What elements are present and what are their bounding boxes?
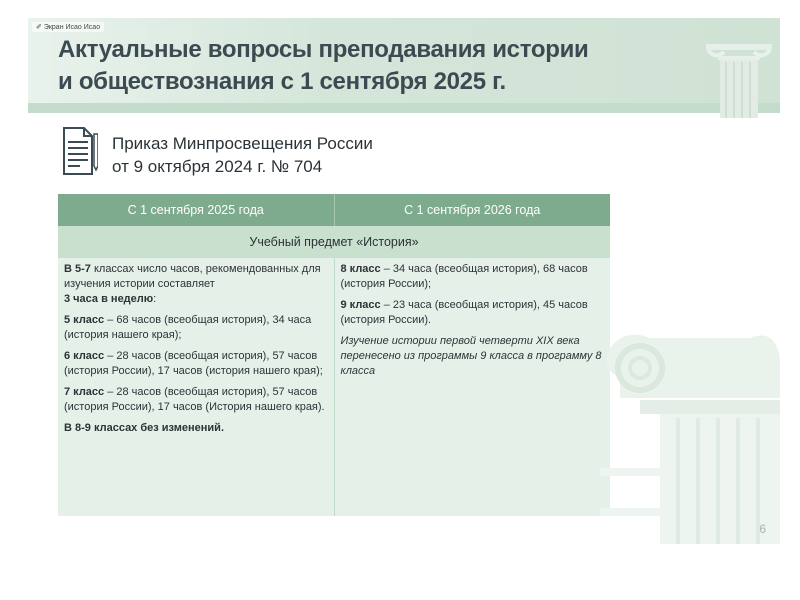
screen-share-text: Экран Исао Исао	[43, 24, 101, 31]
header-2025: С 1 сентября 2025 года	[127, 203, 264, 217]
para-grade-6	[64, 349, 328, 379]
para-grade-8	[341, 262, 605, 292]
bold-text: 3 часа в неделю	[64, 293, 154, 305]
slide-title	[58, 34, 658, 98]
para-text: классах число часов, рекомендованных для изучения истории составляет	[64, 263, 321, 290]
bold-text: 8 класс	[340, 263, 381, 275]
slide-title-line-1: Актуальные вопросы преподавания истории	[58, 36, 589, 63]
table-body	[58, 258, 610, 516]
para-grade-9	[341, 298, 605, 328]
bold-text: 9 класс	[340, 299, 381, 311]
para-text: – 34 часа (всеобщая история), 68 часов (история России);	[340, 263, 588, 290]
para-text: – 28 часов (всеобщая история), 57 часов (история России), 17 часов (история нашего края);	[64, 350, 323, 377]
bold-text: В 5-7	[64, 263, 91, 275]
column-capital-icon	[600, 288, 780, 544]
para-text: – 28 часов (всеобщая история), 57 часов (история России), 17 часов (История нашего края).	[64, 386, 325, 413]
bold-text: 6 класс	[64, 350, 105, 362]
para-note	[341, 334, 605, 379]
order-line-2: от 9 октября 2024 г. № 704	[112, 157, 323, 176]
pin-icon: ✐	[36, 24, 44, 31]
subject-row: Учебный предмет «История»	[58, 226, 610, 258]
bold-text: В 8-9 классах без изменений.	[64, 422, 224, 434]
para-5-7	[64, 262, 328, 307]
presentation-slide	[28, 18, 780, 544]
order-reference	[112, 132, 472, 178]
header-2026: С 1 сентября 2026 года	[334, 194, 611, 226]
para-text: – 68 часов (всеобщая история), 34 часа (история нашего края);	[64, 314, 312, 341]
cell-2026	[334, 258, 611, 516]
hours-table	[58, 194, 610, 516]
bold-text: 5 класс	[64, 314, 105, 326]
document-icon	[62, 126, 98, 176]
header-band	[28, 103, 780, 113]
para-8-9	[64, 421, 328, 436]
order-line-1: Приказ Минпросвещения России	[112, 134, 373, 153]
slide-title-line-2: и обществознания с 1 сентября 2025 г.	[58, 68, 506, 95]
cell-2025	[58, 258, 334, 516]
para-grade-7	[64, 385, 328, 415]
screen-share-label	[32, 22, 104, 32]
para-text: :	[153, 293, 157, 305]
table-header-row	[58, 194, 610, 226]
bold-text: 7 класс	[64, 386, 105, 398]
page-number: 6	[759, 522, 766, 536]
column-icon	[704, 36, 774, 118]
para-grade-5	[64, 313, 328, 343]
para-text: – 23 часа (всеобщая история), 45 часов (история России).	[340, 299, 588, 326]
slide-header	[28, 18, 780, 113]
italic-note: Изучение истории первой четверти XIX века перенесено из программы 9 класса в программу 8 класса	[340, 335, 602, 377]
